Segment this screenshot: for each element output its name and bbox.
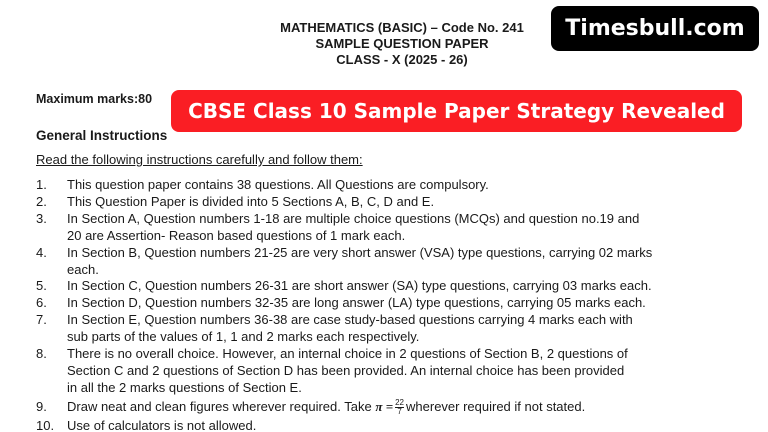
- instruction-item-6: [36, 294, 646, 311]
- general-instructions-heading: General Instructions: [36, 128, 168, 143]
- item-text-line: each.: [67, 262, 99, 277]
- instruction-item-5: [36, 277, 652, 294]
- item-number: 5.: [36, 278, 47, 293]
- header-subject: MATHEMATICS (BASIC) – Code No. 241: [280, 20, 524, 35]
- instruction-item-4: [36, 244, 652, 278]
- item-number: 8.: [36, 346, 47, 361]
- item-text-line: In Section E, Question numbers 36-38 are case study-based questions carrying 4 marks each with: [67, 312, 633, 327]
- maximum-marks: Maximum marks:80: [36, 92, 153, 106]
- item-number: 9.: [36, 399, 47, 414]
- item-number: 7.: [36, 312, 47, 327]
- instruction-item-2: [36, 193, 434, 210]
- read-instructions-line: Read the following instructions carefully and follow them:: [36, 152, 363, 167]
- instruction-item-3: [36, 210, 639, 244]
- item-text-line: This Question Paper is divided into 5 Sections A, B, C, D and E.: [67, 194, 435, 209]
- header-title: SAMPLE QUESTION PAPER: [315, 36, 489, 51]
- site-badge: Timesbull.com: [551, 6, 759, 51]
- item-text-line: In Section C, Question numbers 26-31 are short answer (SA) type questions, carrying 03 marks each.: [67, 278, 652, 293]
- item-number: 10.: [36, 418, 55, 432]
- instruction-item-7: [36, 311, 633, 345]
- headline-banner: CBSE Class 10 Sample Paper Strategy Revealed: [171, 90, 742, 132]
- item-text-line: sub parts of the values of 1, 1 and 2 marks each respectively.: [67, 329, 420, 344]
- item-number: 2.: [36, 194, 47, 209]
- instruction-item-9: [36, 398, 585, 416]
- fraction-denominator: 7: [397, 407, 402, 417]
- item-text-line: There is no overall choice. However, an internal choice in 2 questions of Section B, 2 questions of: [67, 346, 628, 361]
- item-text-line: Section C and 2 questions of Section D has been provided. An internal choice has been provided: [67, 363, 625, 378]
- item-number: 4.: [36, 245, 47, 260]
- fraction-numerator: 22: [395, 398, 405, 408]
- item-text-line: In Section A, Question numbers 1-18 are multiple choice questions (MCQs) and question no.19 and: [67, 211, 640, 226]
- item-text-line: In Section B, Question numbers 21-25 are very short answer (VSA) type questions, carrying 02 marks: [67, 245, 653, 260]
- instruction-item-1: [36, 176, 489, 193]
- item-number: 3.: [36, 211, 47, 226]
- fraction: [395, 399, 404, 416]
- item-text: Draw neat and clean figures wherever required. Take: [67, 399, 372, 414]
- pi-symbol: π =: [375, 399, 394, 414]
- item-text-line: In Section D, Question numbers 32-35 are long answer (LA) type questions, carrying 05 marks each.: [67, 295, 646, 310]
- item-text-line: in all the 2 marks questions of Section E.: [67, 380, 302, 395]
- header-class: CLASS - X (2025 - 26): [336, 52, 468, 67]
- item-number: 6.: [36, 295, 47, 310]
- item-text: Use of calculators is not allowed.: [67, 418, 257, 432]
- item-text-line: This question paper contains 38 questions. All Questions are compulsory.: [67, 177, 489, 192]
- item-text-end: wherever required if not stated.: [406, 399, 586, 414]
- instruction-item-10: [36, 417, 256, 432]
- instruction-item-8: [36, 345, 628, 396]
- item-number: 1.: [36, 177, 47, 192]
- item-text-line: 20 are Assertion- Reason based questions of 1 mark each.: [67, 228, 406, 243]
